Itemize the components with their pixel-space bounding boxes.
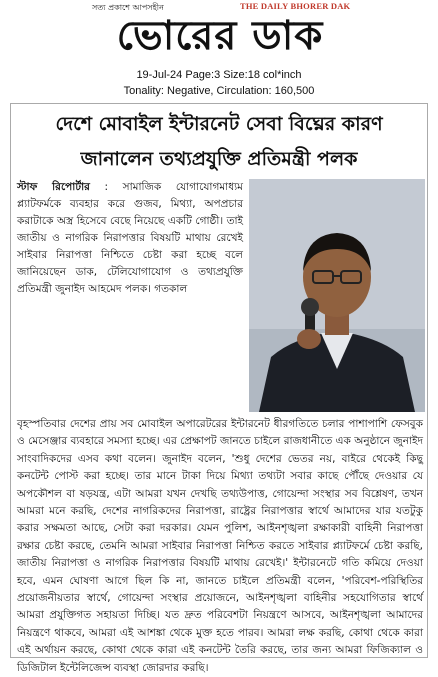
article-box [10, 103, 428, 674]
newspaper-name-logo: ভোরের ডাক [116, 13, 324, 59]
article-body: বৃহস্পতিবার দেশের প্রায় সব মোবাইল অপারেটরের ইন্টারনেট ধীরগতিতে চলার পাশাপাশি ফেসবুক ও মেসেঞ্জার ব্যবহারে সমস্যা হচ্ছে। এর প্রেক্ষাপট জানতে চাইলে রাজধানীতে এক অনুষ্ঠানে জুনাইদ সাংবাদিকদের এসব কথা বলেন। জুনাইদ বলেন, 'শুধু দেশের ভেতর নয়, বাইরে থেকেই কিছু কনটেন্ট পোস্ট করা হচ্ছে। তার মানে টাকা দিয়ে মিথ্যা তথ্যটা সবার কাছে পৌঁছে দেওয়ার যে অপকৌশল বা ষড়যন্ত্র, এটা আমরা যখন দেখছি তথ্যউপাত্ত, গোয়েন্দা সংস্থার সব বিশ্লেষণ, তখন আমরা মনে করছি, দেশের নাগরিকদের নিরাপত্তা, রাষ্ট্রের নিরাপত্তার স্বার্থে আমাদের যার যতটুকু করার সক্ষমতা আছে, সেটা করা দরকার। যেমন পুলিশ, আইনশৃঙ্খলা রক্ষাকারী বাহিনী নিরাপত্তা রক্ষার চেষ্টা করছে, তেমনি আমরা সাইবার নিরাপত্তা নিশ্চিত করতে সাইবার প্ল্যাটফর্মে চেষ্টা করছি, জাতীয় নিরাপত্তা ও নাগরিক নিরাপত্তার বিষয়টি মাথায় রেখেই।' ইন্টারনেটে গতি কমিয়ে দেওয়া হবে, এমন ঘোষণা আগে ছিল কি না, জানতে চাইলে প্রতিমন্ত্রী বলেন, 'পরিবেশ-পরিস্থিতির প্রয়োজনীয়তার স্বার্থে, গোয়েন্দা সংস্থার প্রয়োজনে, আইনশৃঙ্খলা বাহিনীর সহযোগিতার স্বার্থে আমরা প্রযুক্তিগত সহায়তা দিচ্ছি। যত দ্রুত পরিবেশটা নিয়ন্ত্রণে আসবে, আইনশৃঙ্খলা আমাদের নিয়ন্ত্রণে থাকবে, আমরা এই আশঙ্কা থেকে মুক্ত হতে পারব। আমরা লক্ষ করছি, কোথা থেকে কারা এই অর্থায়ন করছে, কোথা থেকে কারা এই কনটেন্ট তৈরি করছে, তার জন্য আমরা ফিজিক্যাল ও ডিজিটাল ইন্টেলিজেন্স ব্যবস্থা জোরদার করছি। [17, 418, 423, 674]
headline-line1: দেশে মোবাইল ইন্টারনেট সেবা বিঘ্নের কারণ [55, 113, 383, 135]
article-photo [249, 179, 425, 412]
masthead-english-name: THE DAILY BHORER DAK [240, 1, 351, 11]
article-intro [17, 179, 243, 298]
article-intro-text: : সামাজিক যোগাযোগমাধ্যম প্ল্যাটফর্মকে ব্যবহার করে গুজব, মিথ্যা, অপপ্রচার করাটাকে অস্ত্র হিসেবে বেছে নিয়েছে একটি গোষ্ঠী। তাই জাতীয় ও নাগরিক নিরাপত্তার বিষয়টি মাথায় রেখেই সাইবার নিরাপত্তা নিশ্চিতে চেষ্টা করা হচ্ছে বলে জানিয়েছেন ডাক, টেলিযোগাযোগ ও তথ্যপ্রযুক্তি প্রতিমন্ত্রী জুনাইদ আহমেদ পলক। গতকাল [17, 181, 243, 295]
masthead [0, 0, 438, 64]
clipping-meta-line2: Tonality: Negative, Circulation: 160,500 [123, 85, 315, 97]
headline-line2: জানালেন তথ্যপ্রযুক্তি প্রতিমন্ত্রী পলক [80, 148, 358, 170]
article-headline [15, 107, 423, 177]
article-byline: স্টাফ রিপোর্টার [17, 181, 90, 193]
masthead-tagline: সত্য প্রকাশে আপসহীন [92, 3, 164, 12]
clipping-meta-line1: 19-Jul-24 Page:3 Size:18 col*inch [136, 69, 302, 81]
person-speaking-photo [249, 179, 425, 412]
